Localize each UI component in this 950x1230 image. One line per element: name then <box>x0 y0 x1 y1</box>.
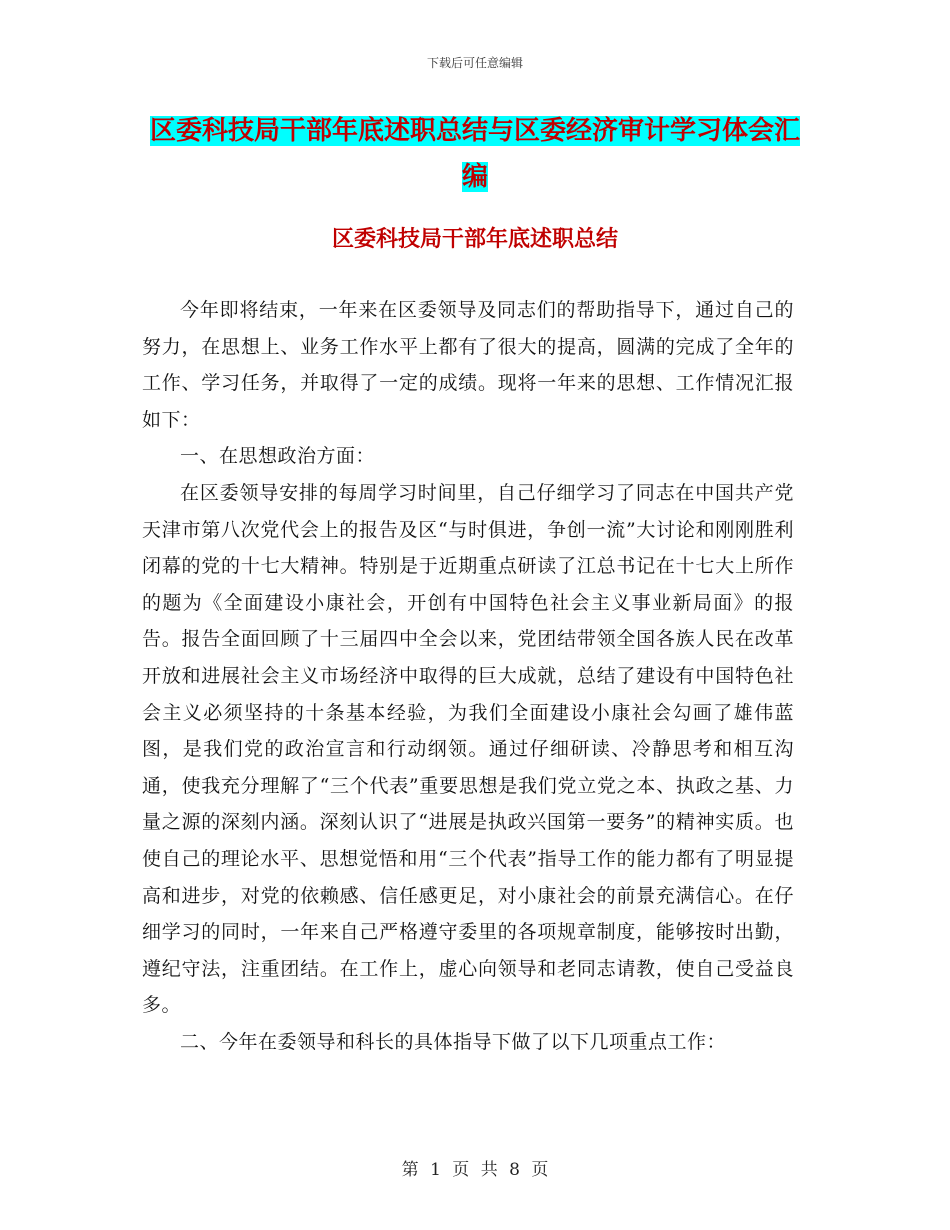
document-title-text: 区委科技局干部年底述职总结与区委经济审计学习体会汇编 <box>150 116 801 192</box>
document-title <box>150 108 800 200</box>
paragraph: 在区委领导安排的每周学习时间里，自己仔细学习了同志在中国共产党天津市第八次党代会上的报告及区“与时俱进，争创一流”大讨论和刚刚胜利闭幕的党的十七大精神。特别是于近期重点研读了江总书记在十七大上所作的题为《全面建设小康社会，开创有中国特色社会主义事业新局面》的报告。报告全面回顾了十三届四中全会以来，党团结带领全国各族人民在改革开放和进展社会主义市场经济中取得的巨大成就，总结了建设有中国特色社会主义必须坚持的十条基本经验，为我们全面建设小康社会勾画了雄伟蓝图，是我们党的政治宣言和行动纲领。通过仔细研读、冷静思考和相互沟通，使我充分理解了“三个代表”重要思想是我们党立党之本、执政之基、力量之源的深刻内涵。深刻认识了“进展是执政兴国第一要务”的精神实质。也使自己的理论水平、思想觉悟和用“三个代表”指导工作的能力都有了明显提高和进步，对党的依赖感、信任感更足，对小康社会的前景充满信心。在仔细学习的同时，一年来自己严格遵守委里的各项规章制度，能够按时出勤，遵纪守法，注重团结。在工作上，虚心向领导和老同志请教，使自己受益良多。 <box>142 481 794 1017</box>
page-number: 第 1 页 共 8 页 <box>401 1160 549 1180</box>
paragraph: 今年即将结束，一年来在区委领导及同志们的帮助指导下，通过自己的努力，在思想上、业务工作水平上都有了很大的提高，圆满的完成了全年的工作、学习任务，并取得了一定的成绩。现将一年来的思想、工作情况汇报如下： <box>142 299 794 431</box>
paragraph: 一、在思想政治方面： <box>180 445 376 468</box>
paragraph: 二、今年在委领导和科长的具体指导下做了以下几项重点工作： <box>180 1030 727 1053</box>
section-title: 区委科技局干部年底述职总结 <box>331 226 618 252</box>
header-note: 下载后可任意编辑 <box>426 56 523 70</box>
document-body <box>142 292 794 1060</box>
